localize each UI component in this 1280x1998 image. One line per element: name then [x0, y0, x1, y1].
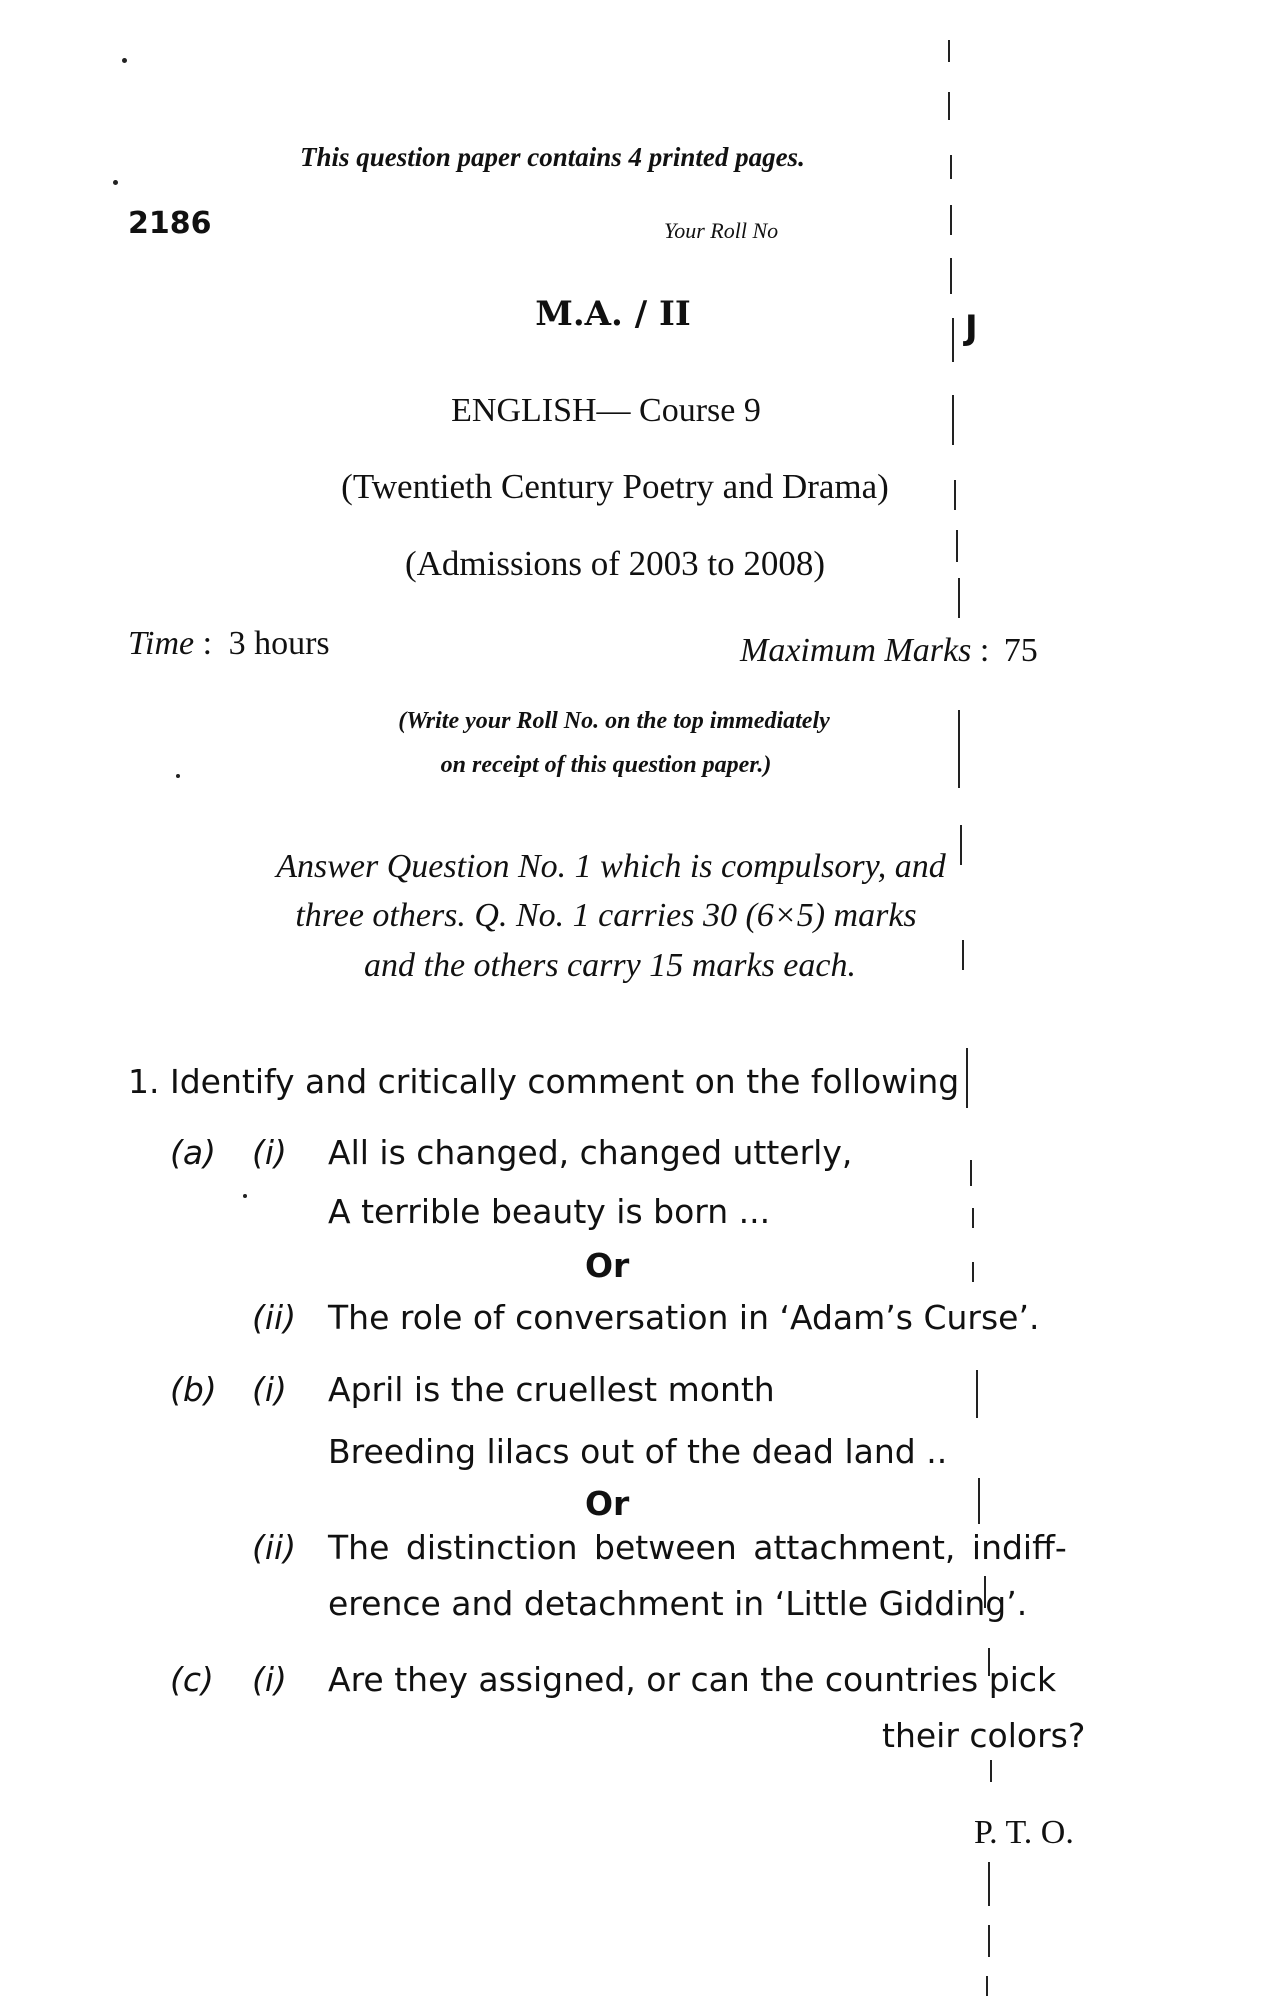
pages-note: This question paper contains 4 printed pages. [300, 142, 805, 172]
instructions-line1: Answer Question No. 1 which is compulsory, and [276, 848, 946, 885]
instructions-line3: and the others carry 15 marks each. [364, 947, 856, 984]
fold-line [948, 92, 950, 120]
fold-line [960, 825, 962, 865]
part-c-label: (c) [170, 1660, 214, 1699]
question-number: 1. [128, 1062, 160, 1101]
part-a-i-label: (i) [252, 1133, 287, 1172]
part-a-label: (a) [170, 1133, 216, 1172]
admissions-note: (Admissions of 2003 to 2008) [405, 544, 825, 583]
fold-line [950, 155, 952, 179]
part-a-or: Or [585, 1246, 630, 1285]
part-b-label: (b) [170, 1370, 217, 1409]
fold-line [956, 530, 958, 562]
fold-line [952, 318, 954, 362]
paper-code: 2186 [128, 206, 212, 241]
time-colon: : [202, 625, 213, 662]
part-b-ii-line1: The distinction between attachment, indiff- [328, 1528, 1067, 1567]
fold-line [958, 578, 960, 618]
time-row [128, 625, 330, 663]
fold-line [954, 480, 956, 510]
fold-line [976, 1370, 978, 1418]
roll-note-line2: on receipt of this question paper.) [440, 752, 772, 778]
part-a-i-line2: A terrible beauty is born ... [328, 1192, 771, 1231]
fold-line [950, 258, 952, 294]
fold-line [958, 710, 960, 788]
part-b-or: Or [585, 1484, 630, 1523]
fold-line [952, 395, 954, 445]
fold-line [972, 1208, 974, 1228]
roll-no-label: Your Roll No [664, 218, 779, 243]
fold-line [970, 1160, 972, 1186]
fold-line [986, 1976, 988, 1996]
fold-line [948, 40, 950, 62]
max-marks-value: 75 [1003, 632, 1038, 669]
time-label: Time [128, 625, 195, 662]
scan-mark [113, 180, 118, 185]
instructions-line2: three others. Q. No. 1 carries 30 (6×5) marks [295, 897, 917, 934]
scan-mark [122, 58, 127, 63]
part-b-ii-label: (ii) [252, 1528, 297, 1567]
scan-mark [243, 1194, 247, 1198]
degree-title: M.A. / II [535, 294, 691, 334]
fold-line [950, 205, 952, 235]
fold-line [978, 1478, 980, 1524]
part-b-i-line1: April is the cruellest month [328, 1370, 775, 1409]
series-letter: J [965, 308, 978, 348]
part-c-i-line1: Are they assigned, or can the countries pick [328, 1660, 1057, 1699]
fold-line [966, 1048, 968, 1108]
part-a-i-line1: All is changed, changed utterly, [328, 1133, 853, 1172]
please-turn-over: P. T. O. [974, 1814, 1074, 1851]
fold-line [972, 1262, 974, 1282]
fold-line [990, 1760, 992, 1782]
fold-line [988, 1862, 990, 1906]
course-title: (Twentieth Century Poetry and Drama) [341, 467, 889, 506]
part-c-i-line2: their colors? [882, 1716, 1086, 1755]
time-value: 3 hours [228, 625, 330, 662]
scan-mark [176, 774, 180, 778]
roll-note-line1: (Write your Roll No. on the top immediately [398, 708, 830, 734]
part-a-ii-label: (ii) [252, 1298, 297, 1337]
subject-title: ENGLISH— Course 9 [451, 392, 761, 429]
part-c-i-label: (i) [252, 1660, 287, 1699]
max-marks-label: Maximum Marks [740, 632, 972, 669]
part-b-ii-line2: erence and detachment in ‘Little Gidding’. [328, 1584, 1028, 1623]
part-b-i-line2: Breeding lilacs out of the dead land .. [328, 1432, 948, 1471]
max-marks-colon: : [979, 632, 990, 669]
question-1-prompt [128, 1062, 959, 1101]
part-b-i-label: (i) [252, 1370, 287, 1409]
fold-line [962, 940, 964, 970]
max-marks-row [740, 632, 1038, 670]
question-text: Identify and critically comment on the following [170, 1062, 960, 1101]
part-a-ii-line1: The role of conversation in ‘Adam’s Curse’. [328, 1298, 1040, 1337]
fold-line [988, 1925, 990, 1957]
